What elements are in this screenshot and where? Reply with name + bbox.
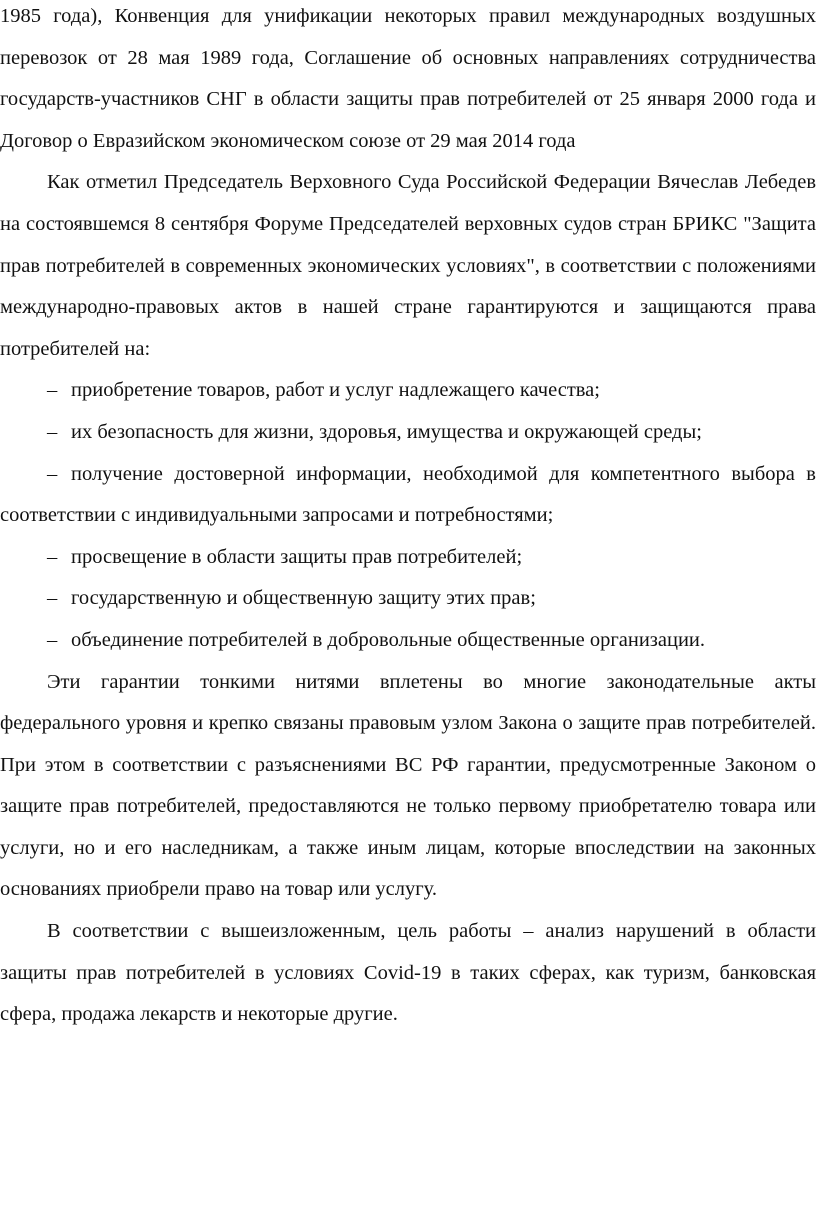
dash-marker: –	[47, 379, 58, 402]
dash-marker: –	[47, 462, 58, 485]
paragraph-conventions: 1985 года), Конвенция для унификации некоторых правил международных воздушных перевозок от 28 мая 1989 года, Соглашение об основных направлениях сотрудничества государств-участников СНГ в области защиты прав потребителей от 25 января 2000 года и Договор о Евразийском экономическом союзе от 29 мая 2014 года	[0, 5, 816, 152]
dash-marker: –	[47, 628, 58, 651]
list-item	[0, 537, 816, 579]
list-item-text: получение достоверной информации, необходимой для компетентного выбора в соответствии с индивидуальными запросами и потребностями;	[0, 462, 816, 527]
list-item	[0, 412, 816, 454]
paragraph-lebedev-quote: Как отметил Председатель Верховного Суда Российской Федерации Вячеслав Лебедев на состоявшемся 8 сентября Форуме Председателей верховных судов стран БРИКС "Защита прав потребителей в современных экономических условиях", в соответствии с положениями международно-правовых актов в нашей стране гарантируются и защищаются права потребителей на:	[0, 171, 816, 360]
list-item-text: объединение потребителей в добровольные общественные организации.	[71, 628, 706, 651]
list-item-text: просвещение в области защиты прав потребителей;	[71, 545, 523, 568]
list-item-text: приобретение товаров, работ и услуг надлежащего качества;	[71, 379, 600, 402]
consumer-rights-list	[0, 370, 816, 661]
paragraph-guarantees: Эти гарантии тонкими нитями вплетены во многие законодательные акты федерального уровня и крепко связаны правовым узлом Закона о защите прав потребителей. При этом в соответствии с разъяснениями ВС РФ гарантии, предусмотренные Законом о защите прав потребителей, предоставляются не только первому приобретателю товара или услуги, но и его наследникам, а также иным лицам, которые впоследствии на законных основаниях приобрели право на товар или услугу.	[0, 670, 816, 901]
list-item	[0, 370, 816, 412]
list-item	[0, 454, 816, 537]
list-item	[0, 578, 816, 620]
list-item-text: их безопасность для жизни, здоровья, имущества и окружающей среды;	[71, 420, 702, 443]
paragraph-work-goal: В соответствии с вышеизложенным, цель работы – анализ нарушений в области защиты прав потребителей в условиях Covid-19 в таких сферах, как туризм, банковская сфера, продажа лекарств и некоторые другие.	[0, 920, 816, 1026]
list-item	[0, 620, 816, 662]
dash-marker: –	[47, 587, 58, 610]
dash-marker: –	[47, 420, 58, 443]
list-item-text: государственную и общественную защиту этих прав;	[71, 587, 536, 610]
dash-marker: –	[47, 545, 58, 568]
